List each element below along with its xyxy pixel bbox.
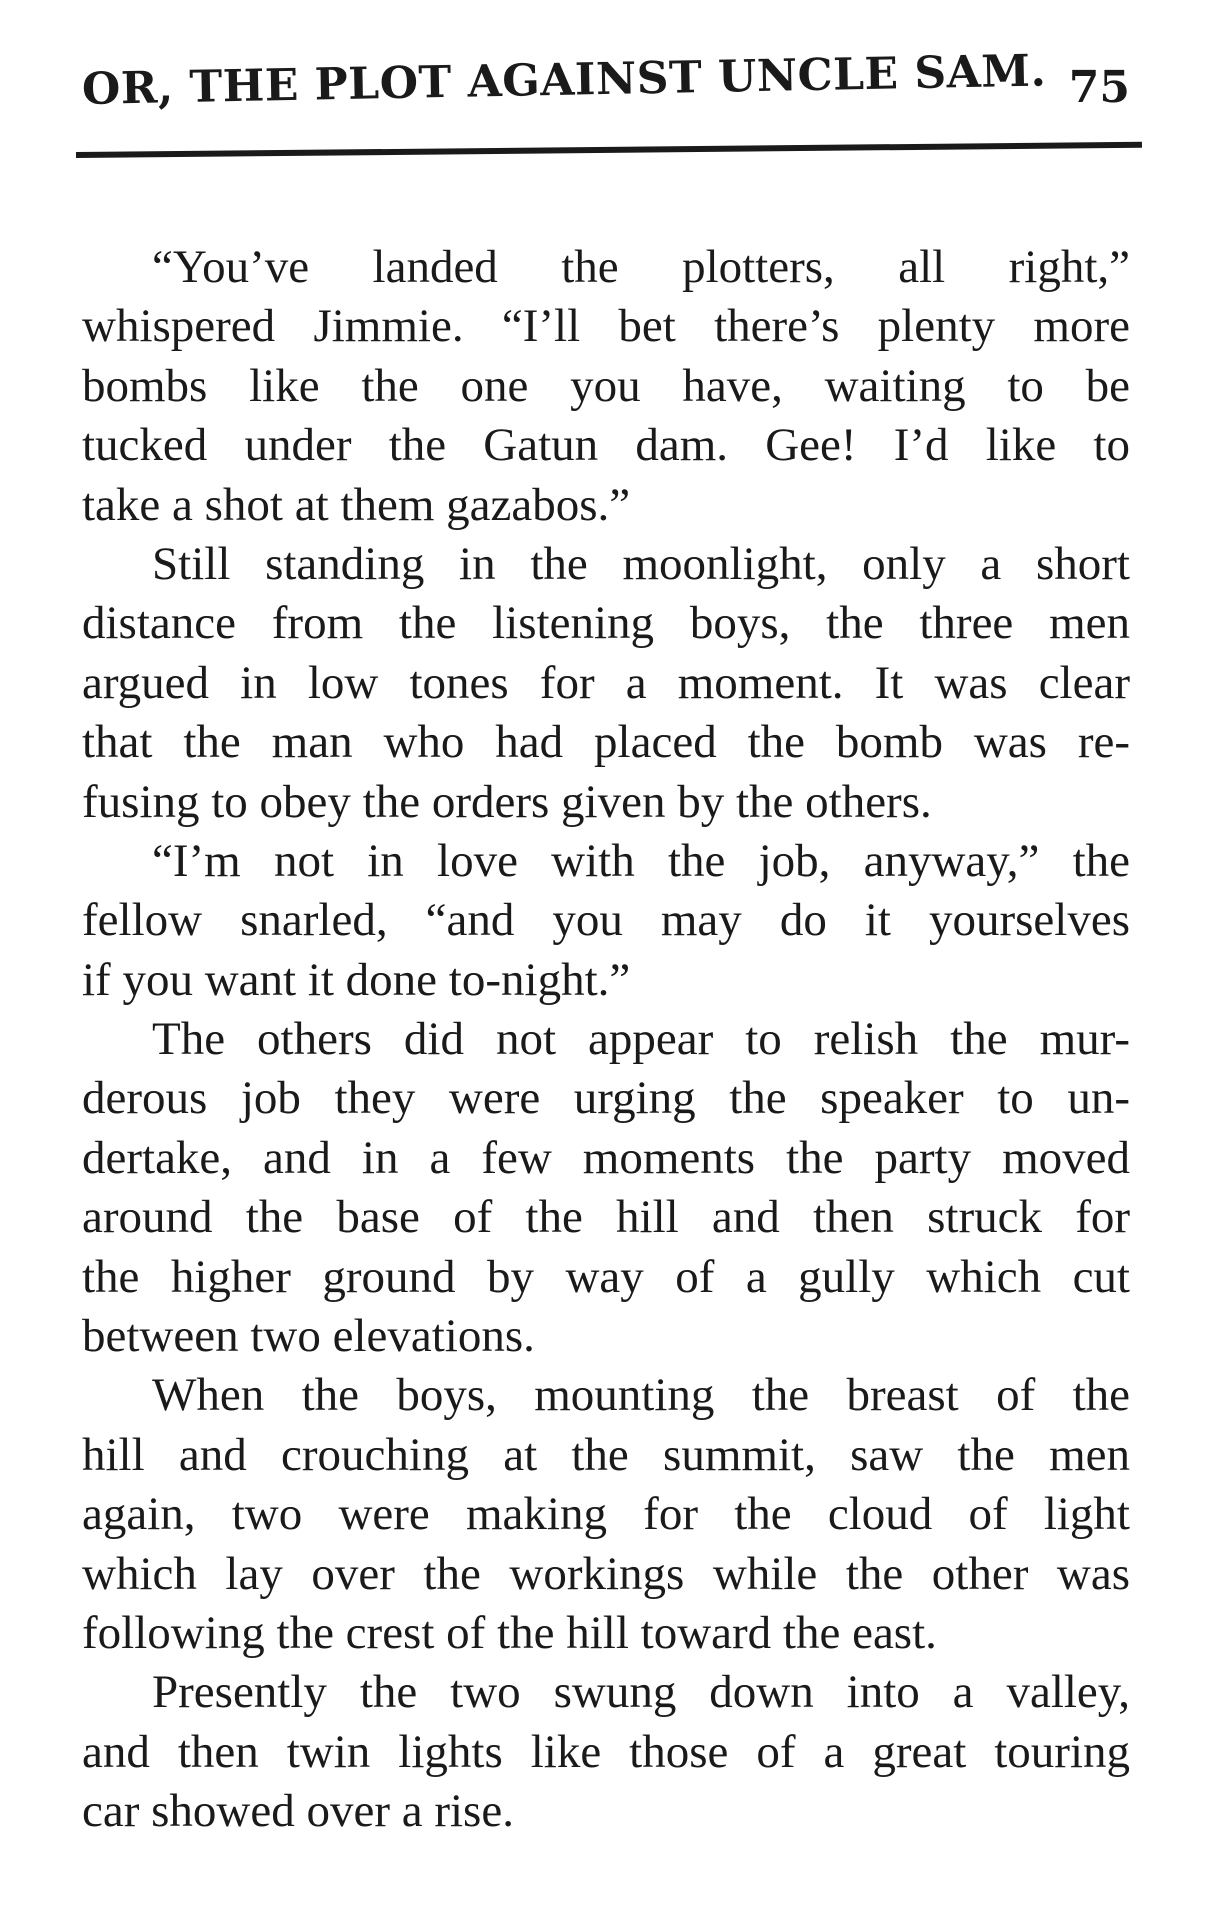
running-title: OR, THE PLOT AGAINST UNCLE SAM. xyxy=(81,45,1047,115)
text-line: When the boys, mounting the breast of the xyxy=(152,1369,1130,1422)
text-line: and then twin lights like those of a great touring xyxy=(82,1725,1130,1778)
body-text xyxy=(82,238,1130,1842)
page-header xyxy=(81,45,1142,130)
text-line: The others did not appear to relish the mur- xyxy=(152,1013,1130,1066)
text-line: if you want it done to-night.” xyxy=(82,953,631,1006)
text-line: whispered Jimmie. “I’ll bet there’s plenty more xyxy=(82,300,1130,353)
text-line: tucked under the Gatun dam. Gee! I’d like to xyxy=(82,419,1130,472)
text-line: fusing to obey the orders given by the others. xyxy=(82,775,932,828)
text-line: argued in low tones for a moment. It was clear xyxy=(82,656,1130,709)
text-line: again, two were making for the cloud of light xyxy=(82,1488,1130,1541)
text-line: between two elevations. xyxy=(82,1310,535,1363)
text-line: take a shot at them gazabos.” xyxy=(82,478,631,531)
text-line: Presently the two swung down into a valley, xyxy=(152,1666,1130,1719)
text-line: “I’m not in love with the job, anyway,” the xyxy=(152,834,1130,887)
text-line: distance from the listening boys, the three men xyxy=(82,597,1130,650)
text-line: which lay over the workings while the other was xyxy=(82,1547,1130,1600)
text-line: fellow snarled, “and you may do it yourselves xyxy=(82,894,1130,947)
text-line: around the base of the hill and then struck for xyxy=(82,1191,1130,1244)
text-line: the higher ground by way of a gully which cut xyxy=(82,1250,1130,1303)
text-line: “You’ve landed the plotters, all right,” xyxy=(152,241,1130,293)
header-rule xyxy=(76,142,1142,158)
page-number: 75 xyxy=(1068,62,1130,113)
text-line: derous job they were urging the speaker to un- xyxy=(82,1072,1130,1125)
text-line: dertake, and in a few moments the party moved xyxy=(82,1131,1130,1184)
text-line: bombs like the one you have, waiting to be xyxy=(82,359,1130,412)
text-line: following the crest of the hill toward the east. xyxy=(82,1606,937,1659)
text-line: that the man who had placed the bomb was re- xyxy=(82,716,1130,769)
text-line: car showed over a rise. xyxy=(82,1785,514,1838)
text-line: Still standing in the moonlight, only a short xyxy=(152,537,1130,590)
text-line: hill and crouching at the summit, saw the men xyxy=(82,1428,1130,1481)
